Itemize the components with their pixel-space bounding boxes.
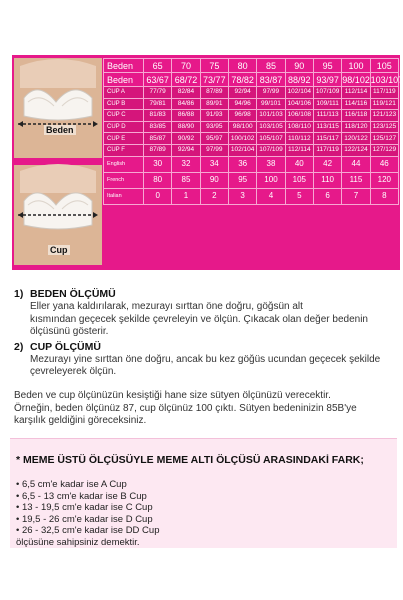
row-label: CUP D bbox=[104, 121, 144, 133]
table-cell: 106/108 bbox=[285, 110, 313, 122]
photo-label-cup: Cup bbox=[50, 245, 68, 255]
table-cell: 85 bbox=[172, 172, 200, 188]
table-cell: 90/92 bbox=[172, 133, 200, 145]
instruction-line: ölçüsünü gösterir. bbox=[30, 326, 109, 337]
band-measure-photo bbox=[14, 58, 102, 158]
result-line: Beden ve cup ölçünüzün kesiştiği hane size sütyen ölçünüzü verecektir. bbox=[14, 390, 331, 401]
table-cell: 100 bbox=[257, 172, 285, 188]
table-cell: 81/83 bbox=[144, 110, 172, 122]
table-cell: 90 bbox=[285, 59, 313, 73]
table-cell: 123/125 bbox=[370, 121, 398, 133]
table-cell: 63/67 bbox=[144, 73, 172, 87]
row-label: CUP F bbox=[104, 144, 144, 156]
table-cell: 120 bbox=[370, 172, 398, 188]
row-label: CUP E bbox=[104, 133, 144, 145]
row-label: Beden bbox=[104, 59, 144, 73]
table-cell: 79/81 bbox=[144, 98, 172, 110]
row-label: French bbox=[104, 172, 144, 188]
instruction-line: Mezurayı yine sırttan öne doğru, ancak bu kez göğüs ucundan geçecek şekilde bbox=[30, 353, 381, 365]
table-cell: 80 bbox=[144, 172, 172, 188]
table-cell: 105 bbox=[370, 59, 398, 73]
table-cell: 82/84 bbox=[172, 87, 200, 99]
table-cell: 109/111 bbox=[313, 98, 341, 110]
table-row bbox=[104, 98, 399, 110]
table-cell: 125/127 bbox=[370, 133, 398, 145]
table-row bbox=[104, 156, 399, 172]
table-cell: 8 bbox=[370, 188, 398, 204]
table-cell: 110/112 bbox=[285, 133, 313, 145]
table-cell: 88/90 bbox=[172, 121, 200, 133]
instruction-band bbox=[14, 288, 394, 339]
result-line: Örneğin, beden ölçünüz 87, cup ölçünüz 100 çıktı. Sütyen bedeninizin 85B'ye bbox=[14, 402, 357, 414]
table-cell: 95 bbox=[228, 172, 256, 188]
table-cell: 119/121 bbox=[370, 98, 398, 110]
table-cell: 114/116 bbox=[342, 98, 370, 110]
table-cell: 85/87 bbox=[144, 133, 172, 145]
list-item: • 6,5 cm'e kadar ise A Cup bbox=[16, 479, 127, 490]
instruction-title: CUP ÖLÇÜMÜ bbox=[30, 340, 101, 353]
bra-photo-band-measure-icon bbox=[14, 58, 102, 158]
table-cell: 102/104 bbox=[285, 87, 313, 99]
instruction-line: kısmından geçecek şekilde çevreleyin ve ölçün. Çıkacak olan değer bedenin bbox=[30, 313, 368, 325]
table-cell: 7 bbox=[342, 188, 370, 204]
difference-list bbox=[16, 479, 159, 548]
table-cell: 30 bbox=[144, 156, 172, 172]
table-cell: 100 bbox=[342, 59, 370, 73]
table-cell: 87/89 bbox=[144, 144, 172, 156]
table-cell: 98/100 bbox=[228, 121, 256, 133]
table-cell: 85 bbox=[257, 59, 285, 73]
table-cell: 103/105 bbox=[257, 121, 285, 133]
table-cell: 46 bbox=[370, 156, 398, 172]
difference-title: * MEME ÜSTÜ ÖLÇÜSÜYLE MEME ALTI ÖLÇÜSÜ ARASINDAKİ FARK; bbox=[16, 454, 364, 466]
table-cell: 42 bbox=[313, 156, 341, 172]
table-cell: 113/115 bbox=[313, 121, 341, 133]
table-cell: 6 bbox=[313, 188, 341, 204]
table-cell: 40 bbox=[285, 156, 313, 172]
table-cell: 108/110 bbox=[285, 121, 313, 133]
instruction-number: 2) bbox=[14, 340, 24, 353]
table-cell: 105 bbox=[285, 172, 313, 188]
table-cell: 100/102 bbox=[228, 133, 256, 145]
table-cell: 110 bbox=[313, 172, 341, 188]
table-cell: 107/109 bbox=[313, 87, 341, 99]
table-cell: 103/107 bbox=[370, 74, 403, 85]
row-label: CUP C bbox=[104, 110, 144, 122]
instruction-text bbox=[30, 354, 394, 379]
table-cell: 83/85 bbox=[144, 121, 172, 133]
cup-measure-photo bbox=[14, 165, 102, 265]
cup-difference-note bbox=[10, 438, 397, 548]
table-cell: 104/106 bbox=[285, 98, 313, 110]
row-label: CUP A bbox=[104, 87, 144, 99]
table-cell: 112/114 bbox=[342, 87, 370, 99]
table-row bbox=[104, 172, 399, 188]
instruction-line: Eller yana kaldırılarak, mezurayı sırttan öne doğru, göğsün alt bbox=[30, 301, 303, 312]
size-chart bbox=[12, 55, 403, 270]
table-cell: 127/129 bbox=[370, 144, 398, 156]
table-cell: 36 bbox=[228, 156, 256, 172]
table-cell: 75 bbox=[200, 59, 228, 73]
list-item: ölçüsüne sahipsiniz demektir. bbox=[16, 536, 140, 548]
table-cell: 94/96 bbox=[228, 98, 256, 110]
table-header-row bbox=[104, 73, 399, 87]
table-cell: 80 bbox=[228, 59, 256, 73]
table-cell: 68/72 bbox=[172, 73, 200, 87]
table-row bbox=[104, 121, 399, 133]
table-cell: 99/101 bbox=[257, 98, 285, 110]
table-cell: 44 bbox=[342, 156, 370, 172]
table-cell: 3 bbox=[228, 188, 256, 204]
result-explanation bbox=[14, 390, 394, 428]
table-cell: 65 bbox=[144, 59, 172, 73]
list-item: • 19,5 - 26 cm'e kadar ise D Cup bbox=[16, 513, 153, 525]
table-cell: 92/94 bbox=[172, 144, 200, 156]
size-table bbox=[103, 58, 403, 205]
table-cell: 116/118 bbox=[342, 110, 370, 122]
table-row bbox=[104, 144, 399, 156]
table-cell: 38 bbox=[257, 156, 285, 172]
table-cell: 86/88 bbox=[172, 110, 200, 122]
table-cell: 78/82 bbox=[228, 73, 256, 87]
table-cell: 84/86 bbox=[172, 98, 200, 110]
table-row bbox=[104, 133, 399, 145]
table-cell: 105/107 bbox=[257, 133, 285, 145]
list-item: • 13 - 19,5 cm'e kadar ise C Cup bbox=[16, 502, 153, 513]
table-row bbox=[104, 188, 399, 204]
table-cell: 92/94 bbox=[228, 87, 256, 99]
table-cell: 117/119 bbox=[370, 87, 398, 99]
table-cell: 5 bbox=[285, 188, 313, 204]
table-cell: 73/77 bbox=[200, 73, 228, 87]
table-cell: 107/109 bbox=[257, 144, 285, 156]
table-cell: 88/92 bbox=[285, 73, 313, 87]
row-label: Beden bbox=[104, 73, 144, 87]
table-cell: 120/122 bbox=[342, 133, 370, 145]
table-cell: 95/97 bbox=[200, 133, 228, 145]
table-cell: 34 bbox=[200, 156, 228, 172]
instruction-number: 1) bbox=[14, 288, 24, 300]
table-cell: 87/89 bbox=[200, 87, 228, 99]
table-row bbox=[104, 110, 399, 122]
list-item: • 26 - 32,5 cm'e kadar ise DD Cup bbox=[16, 525, 160, 536]
instruction-text bbox=[30, 301, 394, 339]
table-cell: 91/93 bbox=[200, 110, 228, 122]
table-cell: 0 bbox=[144, 188, 172, 204]
table-cell: 70 bbox=[172, 59, 200, 73]
measuring-instructions bbox=[14, 288, 394, 381]
instruction-line: çevreleyerek ölçün. bbox=[30, 366, 117, 377]
table-cell: 77/79 bbox=[144, 87, 172, 99]
list-item: • 6,5 - 13 cm'e kadar ise B Cup bbox=[16, 490, 147, 502]
table-cell: 121/123 bbox=[370, 110, 398, 122]
table-cell: 96/98 bbox=[228, 110, 256, 122]
table-cell: 97/99 bbox=[257, 87, 285, 99]
table-cell: 2 bbox=[200, 188, 228, 204]
photo-label-band: Beden bbox=[46, 125, 74, 135]
table-cell: 112/114 bbox=[285, 144, 313, 156]
row-label: Italian bbox=[104, 188, 144, 204]
result-line: karşılık geldiğini göreceksiniz. bbox=[14, 415, 147, 426]
table-cell: 115/117 bbox=[313, 133, 341, 145]
table-row bbox=[104, 87, 399, 99]
table-cell: 89/91 bbox=[200, 98, 228, 110]
instruction-title: BEDEN ÖLÇÜMÜ bbox=[30, 288, 116, 300]
table-cell: 93/95 bbox=[200, 121, 228, 133]
table-cell: 122/124 bbox=[342, 144, 370, 156]
table-cell: 115 bbox=[342, 172, 370, 188]
table-cell: 111/113 bbox=[313, 110, 341, 122]
instruction-cup bbox=[14, 341, 394, 379]
table-cell: 1 bbox=[172, 188, 200, 204]
table-cell: 32 bbox=[172, 156, 200, 172]
row-label: CUP B bbox=[104, 98, 144, 110]
table-cell: 102/104 bbox=[228, 144, 256, 156]
table-cell: 90 bbox=[200, 172, 228, 188]
table-cell: 118/120 bbox=[342, 121, 370, 133]
table-cell: 4 bbox=[257, 188, 285, 204]
row-label: English bbox=[104, 156, 144, 172]
table-header-row bbox=[104, 59, 399, 73]
table-cell: 101/103 bbox=[257, 110, 285, 122]
table-cell: 93/97 bbox=[313, 73, 341, 87]
table-cell: 83/87 bbox=[257, 73, 285, 87]
table-cell: 117/119 bbox=[313, 144, 341, 156]
table-cell: 97/99 bbox=[200, 144, 228, 156]
table-cell: 95 bbox=[313, 59, 341, 73]
table-cell: 98/102 bbox=[342, 74, 370, 85]
